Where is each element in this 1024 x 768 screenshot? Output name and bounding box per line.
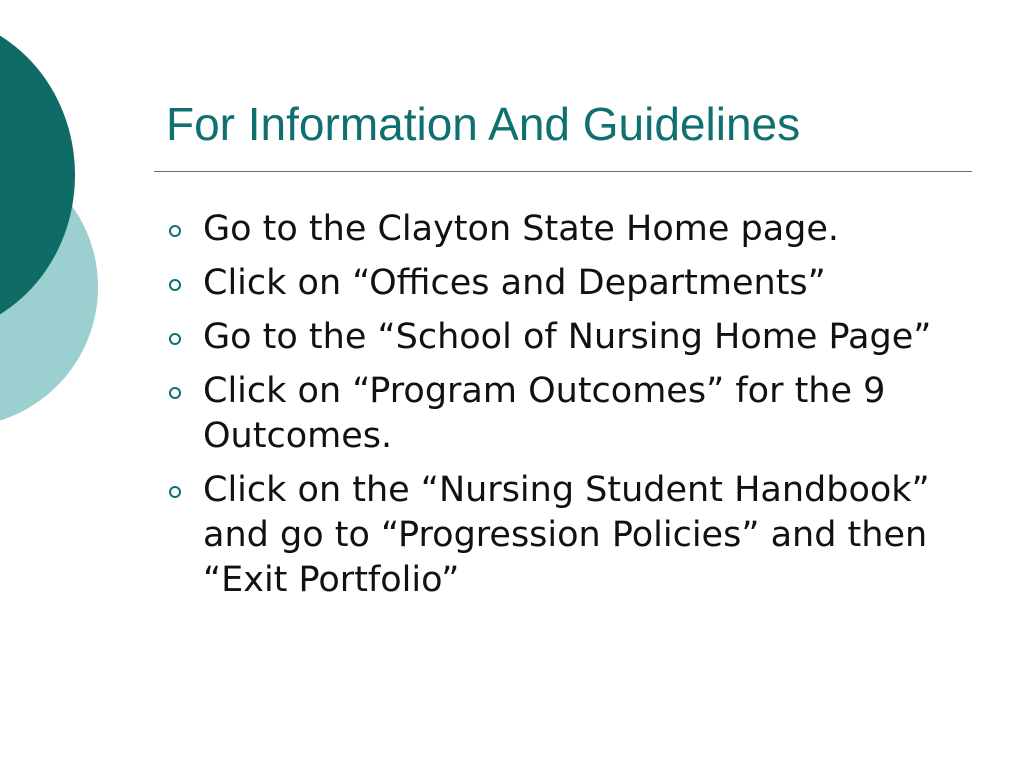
bullet-text: Click on “Program Outcomes” for the 9 Outcomes. <box>203 371 886 456</box>
bullet-item <box>166 315 956 360</box>
bullet-text: Click on the “Nursing Student Handbook” and go to “Progression Policies” and then “Exit Portfolio” <box>203 470 930 600</box>
circle-bullet-icon <box>169 387 181 399</box>
bullet-text: Go to the Clayton State Home page. <box>203 209 840 249</box>
circle-bullet-icon <box>169 486 181 498</box>
bullet-item <box>166 468 956 603</box>
bullet-text: Go to the “School of Nursing Home Page” <box>203 317 932 357</box>
slide-title: For Information And Guidelines <box>166 98 801 150</box>
bullet-item <box>166 261 956 306</box>
bullet-item <box>166 369 956 459</box>
circle-bullet-icon <box>169 279 181 291</box>
title-divider <box>154 171 972 172</box>
circle-bullet-icon <box>169 225 181 237</box>
circle-bullet-icon <box>169 333 181 345</box>
bullet-text: Click on “Offices and Departments” <box>203 263 826 303</box>
bullet-item <box>166 207 956 252</box>
bullet-list <box>166 207 956 612</box>
